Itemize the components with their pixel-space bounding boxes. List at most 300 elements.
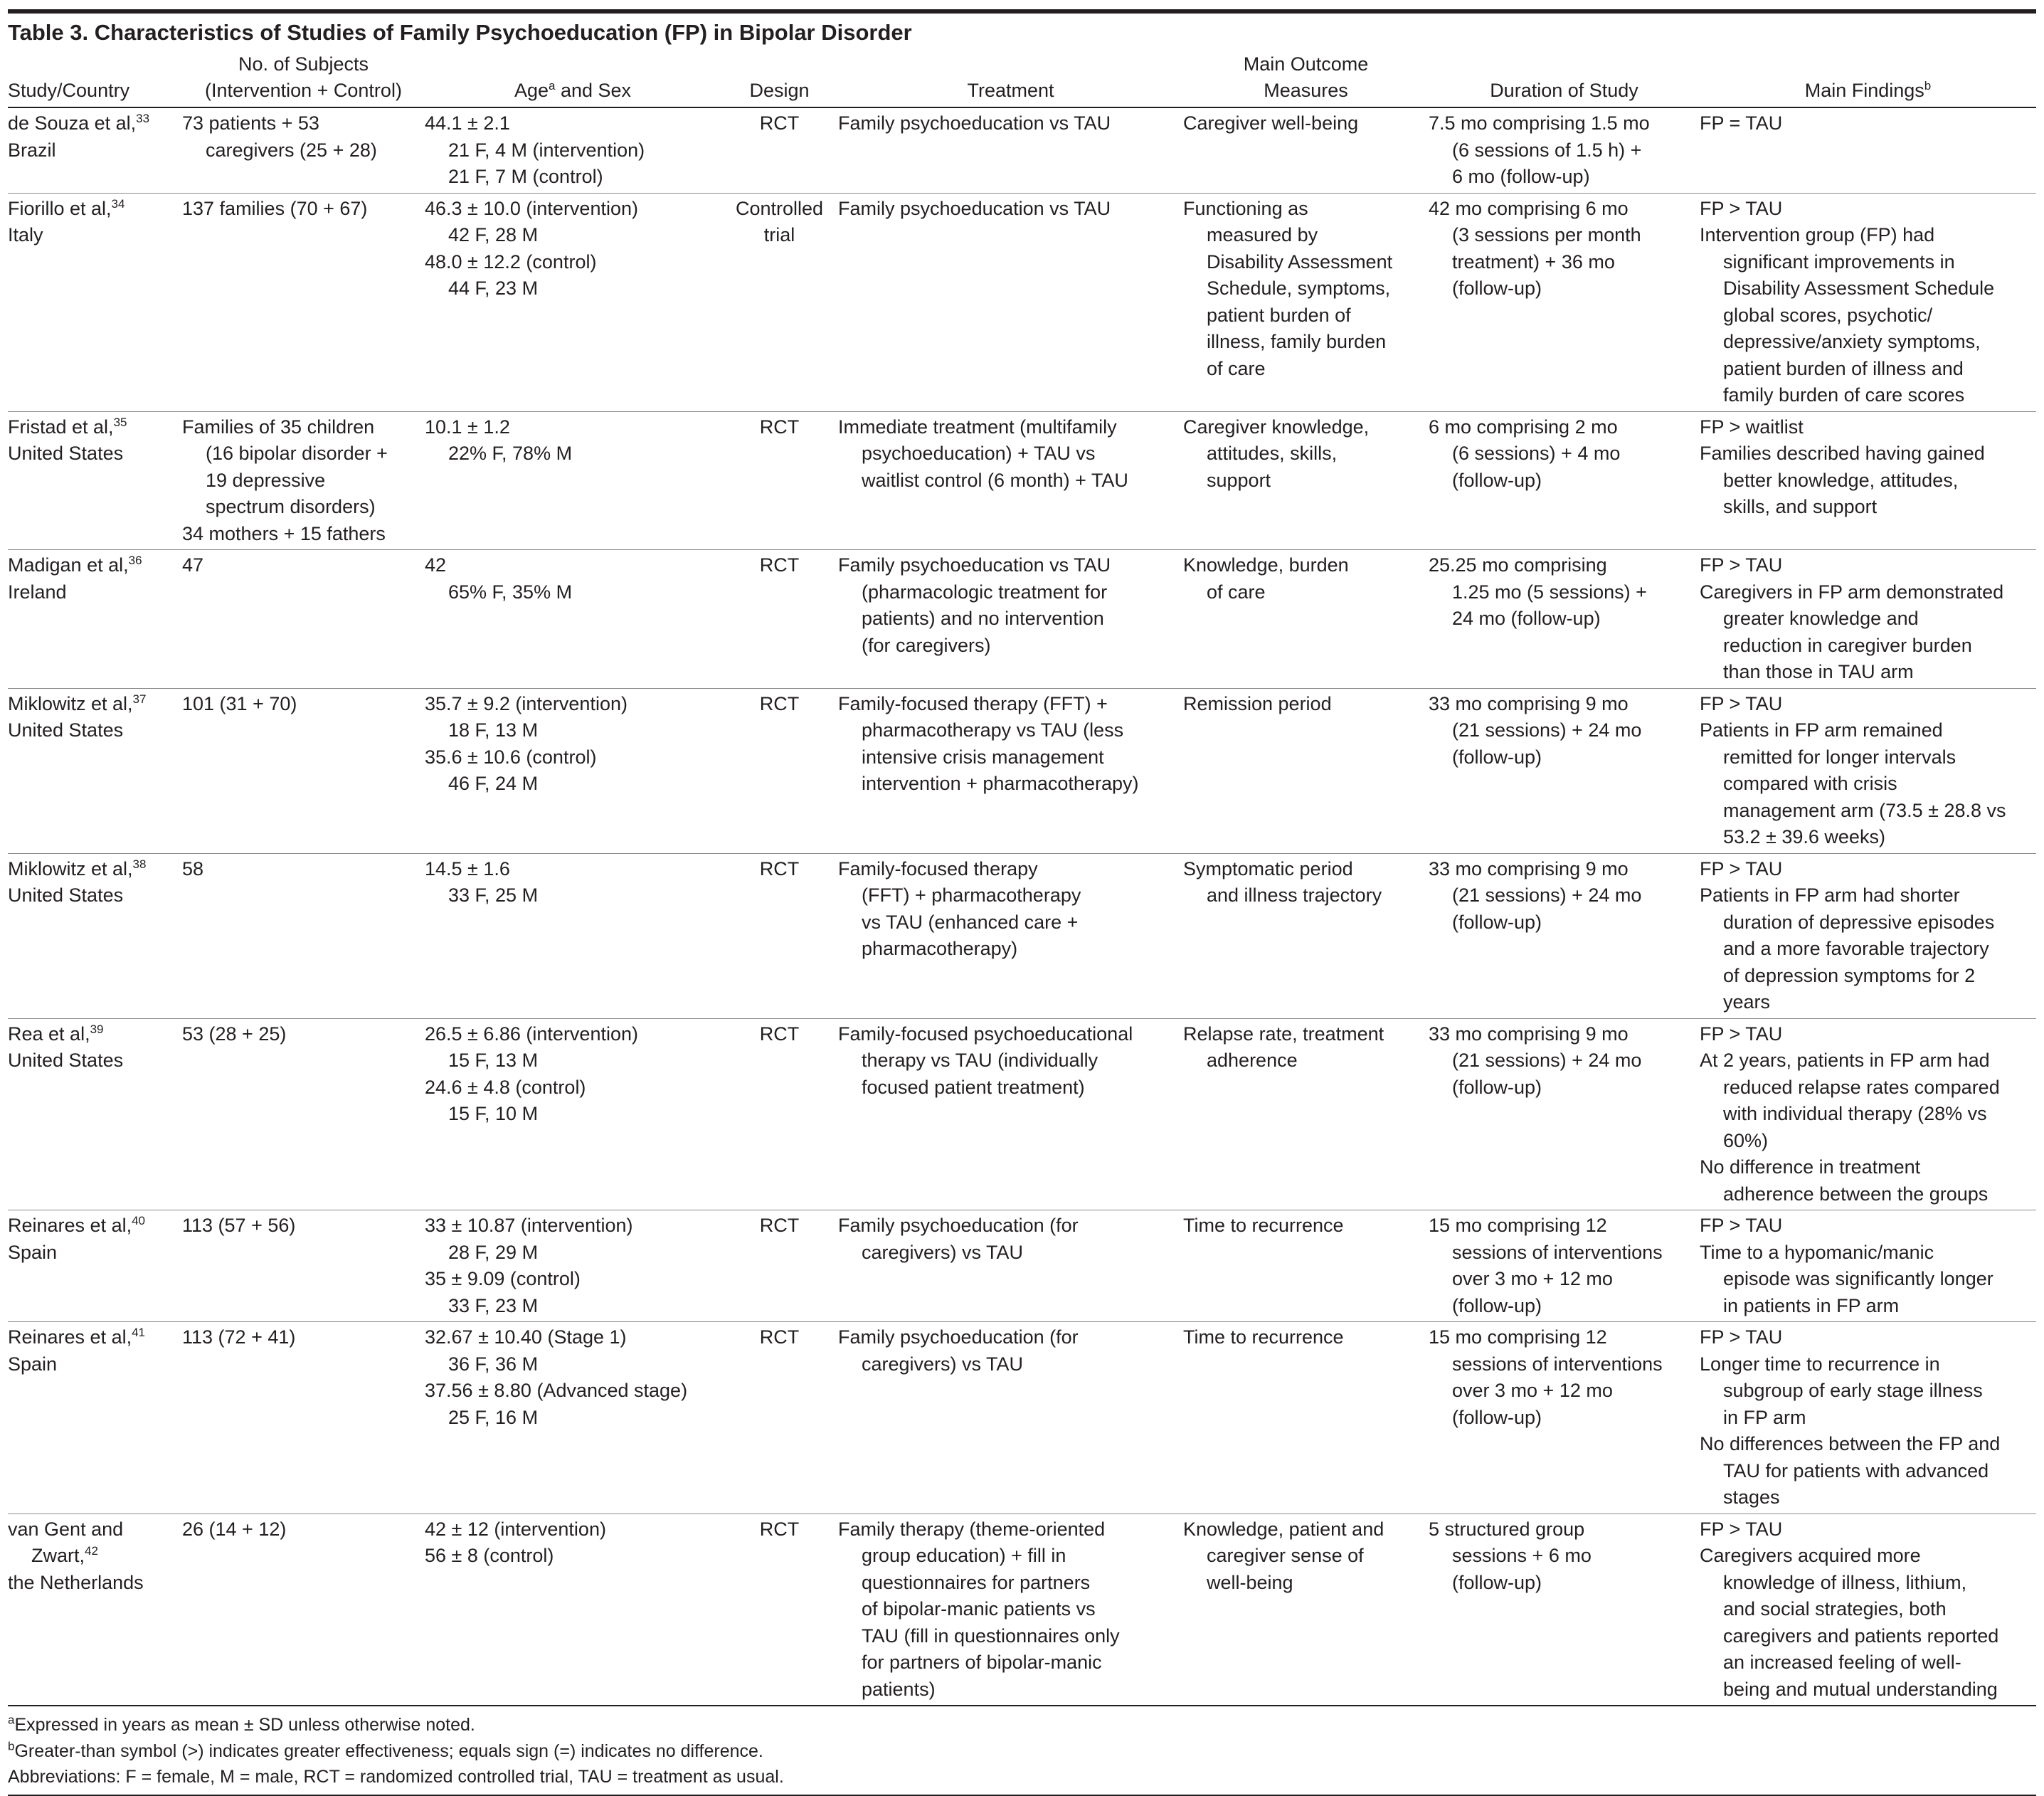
outcome-line — [1183, 579, 1429, 606]
duration-line — [1429, 275, 1700, 302]
treatment-text: questionnaires for partners — [862, 1571, 1091, 1593]
study-text: the Netherlands — [8, 1571, 144, 1593]
treatment-line — [838, 856, 1183, 883]
findings-line — [1700, 1676, 2036, 1703]
cell-design — [721, 411, 838, 550]
findings-text: and social strategies, both — [1723, 1598, 1947, 1620]
outcome-line — [1183, 1021, 1429, 1048]
treatment-text: therapy vs TAU (individually — [862, 1050, 1098, 1071]
findings-text: of depression symptoms for 2 — [1723, 964, 1976, 986]
findings-text: No differences between the FP and — [1700, 1433, 2001, 1454]
subjects-text: spectrum disorders) — [206, 496, 376, 517]
findings-line — [1700, 356, 2036, 383]
treatment-text: waitlist control (6 month) + TAU — [862, 469, 1128, 491]
study-line — [8, 552, 182, 579]
study-line — [8, 1213, 182, 1240]
findings-line — [1700, 275, 2036, 302]
age-line — [425, 1405, 721, 1432]
duration-text: 7.5 mo comprising 1.5 mo — [1429, 112, 1650, 134]
age-text: 24.6 ± 4.8 (control) — [425, 1076, 586, 1098]
treatment-text: patients) and no intervention — [862, 608, 1104, 629]
age-line — [425, 1021, 721, 1048]
findings-text: compared with crisis — [1723, 773, 1897, 794]
study-line — [8, 1324, 182, 1351]
study-text: Fristad et al, — [8, 416, 114, 438]
cell-main-findings — [1700, 688, 2036, 853]
cell-subjects — [182, 1322, 425, 1514]
age-text: 26.5 ± 6.86 (intervention) — [425, 1023, 638, 1045]
header-line — [425, 78, 721, 104]
reference-number: 38 — [132, 857, 147, 871]
treatment-text: for partners of bipolar-manic — [862, 1652, 1102, 1673]
treatment-line — [838, 744, 1183, 771]
age-text: 37.56 ± 8.80 (Advanced stage) — [425, 1380, 688, 1401]
reference-number: 34 — [111, 196, 125, 211]
outcome-line — [1183, 691, 1429, 718]
cell-study-country — [8, 1210, 182, 1322]
subjects-text: 101 (31 + 70) — [182, 692, 297, 714]
duration-line — [1429, 1047, 1700, 1074]
duration-text: (follow-up) — [1452, 469, 1542, 491]
header-row — [8, 51, 2036, 107]
header-study-country — [8, 51, 182, 107]
duration-line — [1429, 110, 1700, 137]
findings-line — [1700, 329, 2036, 356]
cell-duration — [1429, 107, 1700, 193]
treatment-line — [838, 1351, 1183, 1378]
duration-line — [1429, 1240, 1700, 1267]
footnote-marker: a — [8, 1713, 15, 1727]
study-text: Fiorillo et al, — [8, 197, 112, 219]
findings-line — [1700, 1378, 2036, 1405]
findings-line — [1700, 579, 2036, 606]
age-line — [425, 137, 721, 164]
table-row — [8, 1322, 2036, 1514]
outcome-line — [1183, 222, 1429, 249]
findings-text: Caregivers in FP arm demonstrated — [1700, 581, 2004, 603]
findings-line — [1700, 1101, 2036, 1128]
age-text: 35 ± 9.09 (control) — [425, 1268, 581, 1289]
duration-line — [1429, 1213, 1700, 1240]
findings-line — [1700, 552, 2036, 579]
reference-number: 39 — [90, 1022, 104, 1036]
treatment-text: Family psychoeducation vs TAU — [838, 197, 1111, 219]
subjects-line — [182, 440, 425, 468]
studies-table — [8, 51, 2036, 1706]
age-line — [425, 440, 721, 468]
findings-line — [1700, 1458, 2036, 1485]
findings-text: Patients in FP arm remained — [1700, 719, 1943, 741]
study-text: United States — [8, 443, 124, 464]
treatment-line — [838, 1324, 1183, 1351]
footnote — [8, 1764, 2036, 1790]
findings-text: global scores, psychotic/ — [1723, 304, 1933, 326]
footnote — [8, 1738, 2036, 1765]
findings-text: knowledge of illness, lithium, — [1723, 1571, 1967, 1593]
footnotes — [8, 1712, 2036, 1796]
age-text: 15 F, 10 M — [448, 1103, 539, 1124]
treatment-line — [838, 882, 1183, 909]
age-line — [425, 691, 721, 718]
findings-line — [1700, 1543, 2036, 1570]
treatment-text: intervention + pharmacotherapy) — [862, 773, 1139, 794]
findings-line — [1700, 1154, 2036, 1181]
study-line — [8, 717, 182, 744]
duration-text: 6 mo (follow-up) — [1452, 166, 1590, 187]
outcome-line — [1183, 356, 1429, 383]
age-line — [425, 856, 721, 883]
treatment-line — [838, 1623, 1183, 1650]
findings-text: significant improvements in — [1723, 250, 1955, 273]
footnote-marker: a — [549, 79, 556, 93]
study-text: Brazil — [8, 139, 56, 161]
treatment-text: (for caregivers) — [862, 634, 991, 656]
study-line — [8, 856, 182, 883]
footnote-text: Abbreviations: F = female, M = male, RCT = randomized controlled trial, TAU = treatment as usual. — [8, 1767, 784, 1787]
outcome-text: Remission period — [1183, 692, 1332, 714]
cell-age-sex — [425, 550, 721, 689]
study-text: Spain — [8, 1353, 58, 1375]
findings-text: depressive/anxiety symptoms, — [1723, 331, 1981, 352]
duration-line — [1429, 414, 1700, 441]
header-treatment — [838, 51, 1183, 107]
subjects-text: 53 (28 + 25) — [182, 1023, 287, 1045]
reference-number: 37 — [132, 692, 147, 706]
header-duration — [1429, 51, 1700, 107]
duration-text: over 3 mo + 12 mo — [1452, 1380, 1613, 1401]
age-line — [425, 414, 721, 441]
age-line — [425, 1293, 721, 1320]
outcome-text: Caregiver well-being — [1183, 112, 1359, 134]
outcome-text: illness, family burden — [1207, 331, 1387, 352]
study-line — [8, 1351, 182, 1378]
findings-line — [1700, 1324, 2036, 1351]
duration-line — [1429, 222, 1700, 249]
treatment-text: pharmacotherapy vs TAU (less — [862, 719, 1124, 741]
cell-subjects — [182, 1210, 425, 1322]
subjects-line — [182, 137, 425, 164]
outcome-text: caregiver sense of — [1207, 1545, 1364, 1566]
bottom-rule — [8, 1795, 2036, 1796]
design-line: RCT — [759, 857, 800, 879]
findings-text: reduction in caregiver burden — [1723, 634, 1972, 656]
findings-line — [1700, 1596, 2036, 1623]
treatment-text: caregivers) vs TAU — [862, 1241, 1024, 1263]
duration-line — [1429, 1266, 1700, 1293]
findings-text: FP > TAU — [1700, 1518, 1783, 1540]
treatment-line — [838, 1240, 1183, 1267]
findings-line — [1700, 302, 2036, 329]
duration-line — [1429, 196, 1700, 223]
treatment-line — [838, 1543, 1183, 1570]
duration-line — [1429, 552, 1700, 579]
findings-text: Families described having gained — [1700, 443, 1985, 464]
subjects-line — [182, 414, 425, 441]
outcome-line — [1183, 440, 1429, 468]
treatment-line — [838, 1021, 1183, 1048]
treatment-line — [838, 414, 1183, 441]
treatment-text: TAU (fill in questionnaires only — [862, 1625, 1120, 1647]
findings-text: episode was significantly longer — [1723, 1268, 1993, 1289]
outcome-line — [1183, 1516, 1429, 1543]
findings-text: years — [1723, 991, 1771, 1013]
subjects-line — [182, 110, 425, 137]
subjects-line — [182, 691, 425, 718]
cell-duration — [1429, 193, 1700, 411]
treatment-line — [838, 1649, 1183, 1676]
findings-line — [1700, 196, 2036, 223]
cell-subjects — [182, 688, 425, 853]
treatment-line — [838, 1074, 1183, 1102]
findings-text: caregivers and patients reported — [1723, 1625, 1999, 1647]
findings-text: better knowledge, attitudes, — [1723, 469, 1959, 491]
cell-subjects — [182, 107, 425, 193]
treatment-text: Family psychoeducation vs TAU — [838, 554, 1111, 576]
treatment-line — [838, 936, 1183, 963]
findings-line — [1700, 1649, 2036, 1676]
outcome-text: Functioning as — [1183, 197, 1308, 219]
findings-text: FP > TAU — [1700, 554, 1783, 576]
age-line — [425, 275, 721, 302]
outcome-line — [1183, 856, 1429, 883]
duration-text: (21 sessions) + 24 mo — [1452, 1050, 1642, 1071]
treatment-text: Family psychoeducation (for — [838, 1215, 1079, 1236]
treatment-line — [838, 1596, 1183, 1623]
findings-text: 53.2 ± 39.6 weeks) — [1723, 826, 1885, 847]
header-line — [838, 78, 1183, 104]
header-text: Design — [749, 80, 810, 101]
header-line — [1183, 51, 1429, 78]
duration-text: 25.25 mo comprising — [1429, 554, 1607, 576]
findings-text: Intervention group (FP) had — [1700, 224, 1935, 245]
subjects-text: 19 depressive — [206, 469, 326, 491]
age-text: 36 F, 36 M — [448, 1353, 539, 1375]
cell-age-sex — [425, 1514, 721, 1706]
cell-age-sex — [425, 193, 721, 411]
treatment-text: Family psychoeducation (for — [838, 1326, 1079, 1348]
cell-main-findings — [1700, 853, 2036, 1018]
cell-main-findings — [1700, 1514, 2036, 1706]
subjects-line — [182, 856, 425, 883]
findings-text: greater knowledge and — [1723, 608, 1919, 629]
study-text: United States — [8, 719, 124, 741]
cell-main-outcome — [1183, 550, 1429, 689]
duration-text: (follow-up) — [1452, 1076, 1542, 1098]
duration-text: over 3 mo + 12 mo — [1452, 1268, 1613, 1289]
findings-text: FP > TAU — [1700, 692, 1783, 714]
duration-line — [1429, 1293, 1700, 1320]
duration-text: (follow-up) — [1452, 911, 1542, 933]
reference-number: 41 — [132, 1326, 146, 1339]
study-line — [8, 196, 182, 223]
treatment-line — [838, 633, 1183, 660]
age-line — [425, 249, 721, 276]
cell-design — [721, 853, 838, 1018]
study-line — [8, 110, 182, 137]
subjects-line — [182, 1516, 425, 1543]
design-line: RCT — [759, 1023, 800, 1045]
age-text: 35.7 ± 9.2 (intervention) — [425, 692, 628, 714]
subjects-line — [182, 521, 425, 548]
findings-text: FP > TAU — [1700, 1023, 1783, 1045]
cell-duration — [1429, 1210, 1700, 1322]
cell-main-outcome — [1183, 1322, 1429, 1514]
header-line — [721, 78, 838, 104]
age-line — [425, 1240, 721, 1267]
header-age-sex — [425, 51, 721, 107]
cell-study-country — [8, 1018, 182, 1210]
header-text: and Sex — [555, 80, 632, 101]
study-line — [8, 1047, 182, 1074]
outcome-text: Time to recurrence — [1183, 1215, 1344, 1236]
outcome-line — [1183, 275, 1429, 302]
study-text: van Gent and — [8, 1518, 124, 1540]
cell-study-country — [8, 853, 182, 1018]
cell-main-outcome — [1183, 107, 1429, 193]
age-text: 46.3 ± 10.0 (intervention) — [425, 197, 638, 219]
duration-line — [1429, 468, 1700, 495]
outcome-line — [1183, 1213, 1429, 1240]
treatment-text: Family-focused psychoeducational — [838, 1023, 1133, 1045]
cell-main-findings — [1700, 1210, 2036, 1322]
duration-line — [1429, 856, 1700, 883]
footnote-marker: b — [1924, 79, 1932, 93]
cell-study-country — [8, 107, 182, 193]
age-line — [425, 744, 721, 771]
design-line: RCT — [759, 1518, 800, 1540]
findings-line — [1700, 1351, 2036, 1378]
treatment-line — [838, 1047, 1183, 1074]
study-text: United States — [8, 884, 124, 906]
footnote — [8, 1712, 2036, 1738]
table-row — [8, 411, 2036, 550]
findings-line — [1700, 1047, 2036, 1074]
cell-study-country — [8, 688, 182, 853]
study-text: Ireland — [8, 581, 67, 603]
cell-age-sex — [425, 688, 721, 853]
cell-design — [721, 688, 838, 853]
age-text: 22% F, 78% M — [448, 443, 573, 464]
age-text: 33 F, 25 M — [448, 884, 539, 906]
subjects-text: Families of 35 children — [182, 416, 375, 438]
subjects-text: 137 families (70 + 67) — [182, 197, 368, 219]
cell-design — [721, 1322, 838, 1514]
duration-text: treatment) + 36 mo — [1452, 250, 1615, 273]
age-line — [425, 771, 721, 798]
table-row — [8, 550, 2036, 689]
findings-line — [1700, 1128, 2036, 1155]
findings-text: Time to a hypomanic/manic — [1700, 1241, 1934, 1263]
findings-text: FP > TAU — [1700, 857, 1783, 879]
duration-line — [1429, 440, 1700, 468]
cell-duration — [1429, 853, 1700, 1018]
treatment-text: Immediate treatment (multifamily — [838, 416, 1117, 438]
treatment-text: Family-focused therapy — [838, 857, 1038, 879]
treatment-line — [838, 468, 1183, 495]
cell-age-sex — [425, 1210, 721, 1322]
cell-duration — [1429, 688, 1700, 853]
age-line — [425, 110, 721, 137]
duration-text: 33 mo comprising 9 mo — [1429, 857, 1629, 879]
age-text: 33 F, 23 M — [448, 1294, 539, 1316]
cell-duration — [1429, 1514, 1700, 1706]
subjects-text: 58 — [182, 857, 204, 879]
study-line — [8, 222, 182, 249]
duration-line — [1429, 1543, 1700, 1570]
cell-age-sex — [425, 1018, 721, 1210]
table-row — [8, 193, 2036, 411]
footnote-text: Expressed in years as mean ± SD unless otherwise noted. — [14, 1715, 475, 1735]
outcome-line — [1183, 1047, 1429, 1074]
treatment-line — [838, 1516, 1183, 1543]
treatment-line — [838, 771, 1183, 798]
subjects-text: 26 (14 + 12) — [182, 1518, 287, 1540]
cell-treatment — [838, 688, 1183, 853]
findings-line — [1700, 717, 2036, 744]
cell-study-country — [8, 1322, 182, 1514]
outcome-text: Symptomatic period — [1183, 857, 1353, 879]
design-line: RCT — [759, 1326, 800, 1348]
findings-line — [1700, 1021, 2036, 1048]
treatment-text: caregivers) vs TAU — [862, 1353, 1024, 1375]
findings-line — [1700, 798, 2036, 825]
cell-main-findings — [1700, 550, 2036, 689]
treatment-text: pharmacotherapy) — [862, 938, 1018, 959]
header-text: Age — [514, 80, 549, 101]
study-text: Zwart, — [31, 1545, 85, 1566]
treatment-line — [838, 1676, 1183, 1703]
age-line — [425, 1516, 721, 1543]
outcome-text: adherence — [1207, 1050, 1298, 1071]
findings-line — [1700, 440, 2036, 468]
findings-line — [1700, 1623, 2036, 1650]
findings-text: patient burden of illness and — [1723, 357, 1964, 379]
subjects-text: (16 bipolar disorder + — [206, 443, 388, 464]
cell-treatment — [838, 107, 1183, 193]
duration-text: (follow-up) — [1452, 746, 1542, 768]
cell-main-outcome — [1183, 1514, 1429, 1706]
duration-text: (3 sessions per month — [1452, 224, 1641, 245]
findings-text: 60%) — [1723, 1129, 1769, 1151]
duration-line — [1429, 1021, 1700, 1048]
treatment-line — [838, 579, 1183, 606]
treatment-text: group education) + fill in — [862, 1545, 1066, 1566]
age-line — [425, 1074, 721, 1102]
findings-line — [1700, 382, 2036, 409]
duration-text: (21 sessions) + 24 mo — [1452, 884, 1642, 906]
age-text: 28 F, 29 M — [448, 1241, 539, 1263]
footnote-marker: b — [8, 1739, 15, 1753]
cell-main-outcome — [1183, 193, 1429, 411]
duration-line — [1429, 579, 1700, 606]
findings-text: being and mutual understanding — [1723, 1678, 1998, 1700]
study-line — [8, 1543, 182, 1570]
treatment-line — [838, 606, 1183, 633]
cell-study-country — [8, 550, 182, 689]
cell-subjects — [182, 550, 425, 689]
header-text: Treatment — [967, 80, 1054, 101]
cell-main-findings — [1700, 411, 2036, 550]
age-line — [425, 1324, 721, 1351]
findings-line — [1700, 1405, 2036, 1432]
age-line — [425, 1213, 721, 1240]
design-line: trial — [763, 224, 795, 245]
outcome-line — [1183, 552, 1429, 579]
findings-line — [1700, 963, 2036, 990]
treatment-text: vs TAU (enhanced care + — [862, 911, 1079, 933]
table-row — [8, 1514, 2036, 1706]
study-text: Reinares et al, — [8, 1215, 132, 1236]
